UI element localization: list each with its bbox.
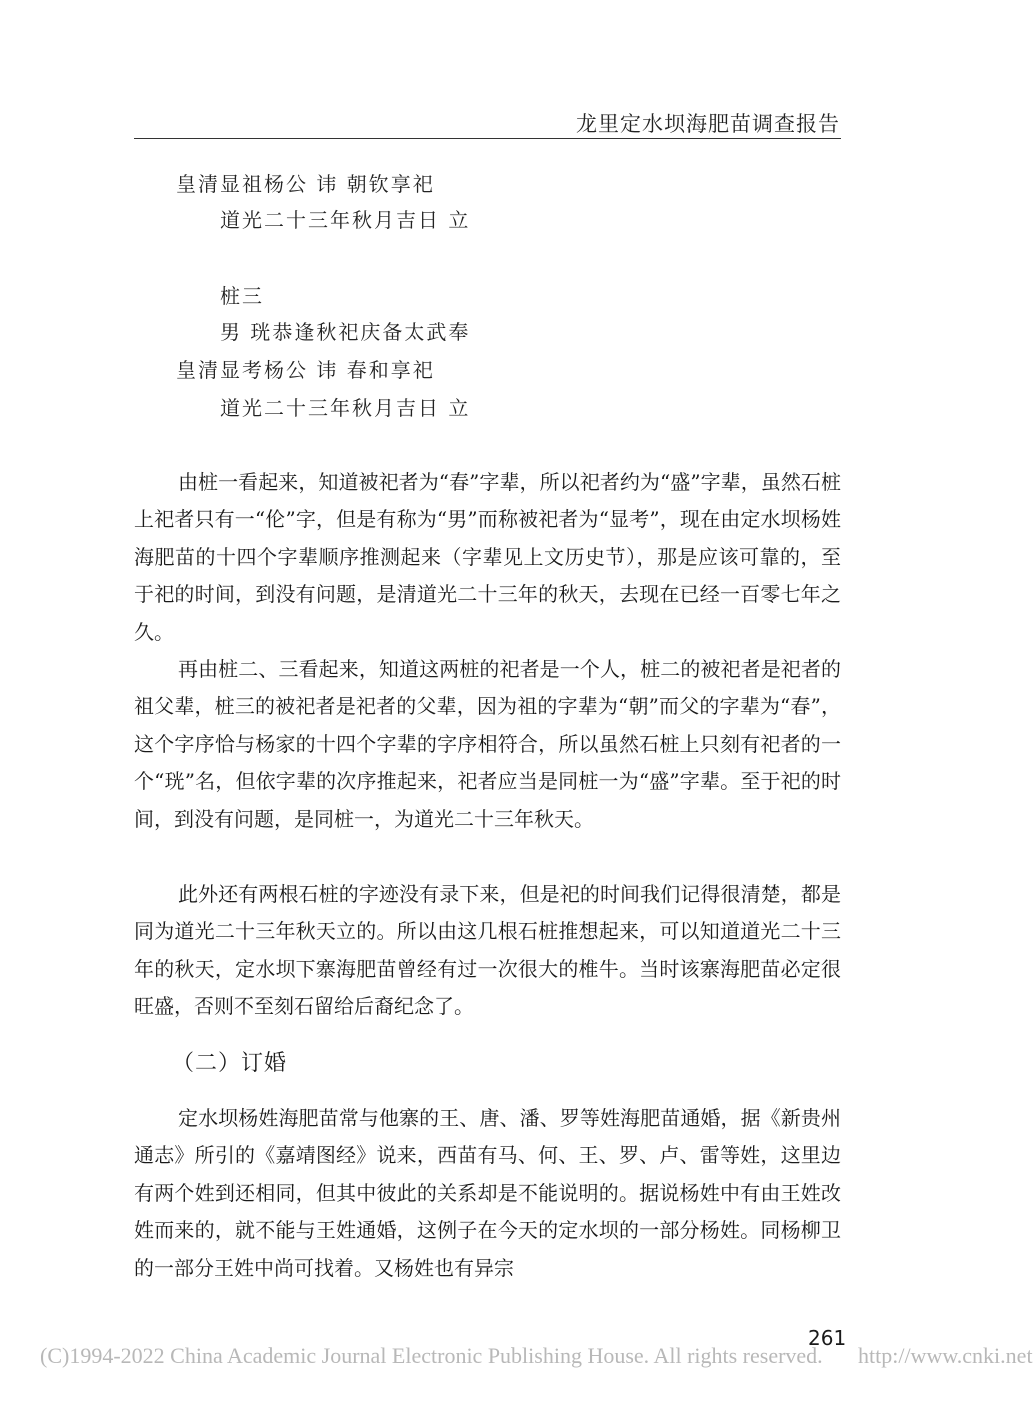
page-number: 261 <box>808 1326 847 1350</box>
body-paragraph: 由桩一看起来，知道被祀者为“春”字辈，所以祀者约为“盛”字辈，虽然石桩上祀者只有一“伦”字，但是有称为“男”而称被祀者为“显考”，现在由定水坝杨姓海肥苗的十四个字辈顺序推测起来（字辈见上文历史节），那是应该可靠的，至于祀的时间，到没有问题，是清道光二十三年的秋天，去现在已经一百零七年之久。 <box>134 470 841 644</box>
url-watermark: http://www.cnki.net <box>858 1343 1033 1368</box>
inscription-line: 皇清显考杨公 讳 春和享祀 <box>176 358 435 382</box>
inscription-line: 皇清显祖杨公 讳 朝钦享祀 <box>176 172 435 196</box>
section-heading: （二）订婚 <box>172 1051 288 1076</box>
inscription-line: 男 珖恭逢秋祀庆备太武奉 <box>220 320 471 344</box>
inscription-line: 道光二十三年秋月吉日 立 <box>220 208 471 232</box>
inscription-line: 桩三 <box>220 284 264 308</box>
body-paragraph: 定水坝杨姓海肥苗常与他寨的王、唐、潘、罗等姓海肥苗通婚，据《新贵州通志》所引的《嘉靖图经》说来，西苗有马、何、王、罗、卢、雷等姓，这里边有两个姓到还相同，但其中彼此的关系却是不能说明的。据说杨姓中有由王姓改姓而来的，就不能与王姓通婚，这例子在今天的定水坝的一部分杨姓。同杨柳卫的一部分王姓中尚可找着。又杨姓也有异宗 <box>134 1106 841 1280</box>
running-header-title: 龙里定水坝海肥苗调查报告 <box>576 112 840 136</box>
body-paragraph: 再由桩二、三看起来，知道这两桩的祀者是一个人，桩二的被祀者是祀者的祖父辈，桩三的被祀者是祀者的父辈，因为祖的字辈为“朝”而父的字辈为“春”，这个字序恰与杨家的十四个字辈的字序相符合，所以虽然石桩上只刻有祀者的一个“珖”名，但依字辈的次序推起来，祀者应当是同桩一为“盛”字辈。至于祀的时间，到没有问题，是同桩一，为道光二十三年秋天。 <box>134 657 841 831</box>
header-divider <box>134 138 841 139</box>
copyright-watermark: (C)1994-2022 China Academic Journal Electronic Publishing House. All rights reserved. <box>40 1343 823 1368</box>
body-paragraph: 此外还有两根石桩的字迹没有录下来，但是祀的时间我们记得很清楚，都是同为道光二十三年秋天立的。所以由这几根石桩推想起来，可以知道道光二十三年的秋天，定水坝下寨海肥苗曾经有过一次很大的椎牛。当时该寨海肥苗必定很旺盛，否则不至刻石留给后裔纪念了。 <box>134 882 841 1019</box>
inscription-line: 道光二十三年秋月吉日 立 <box>220 396 471 420</box>
